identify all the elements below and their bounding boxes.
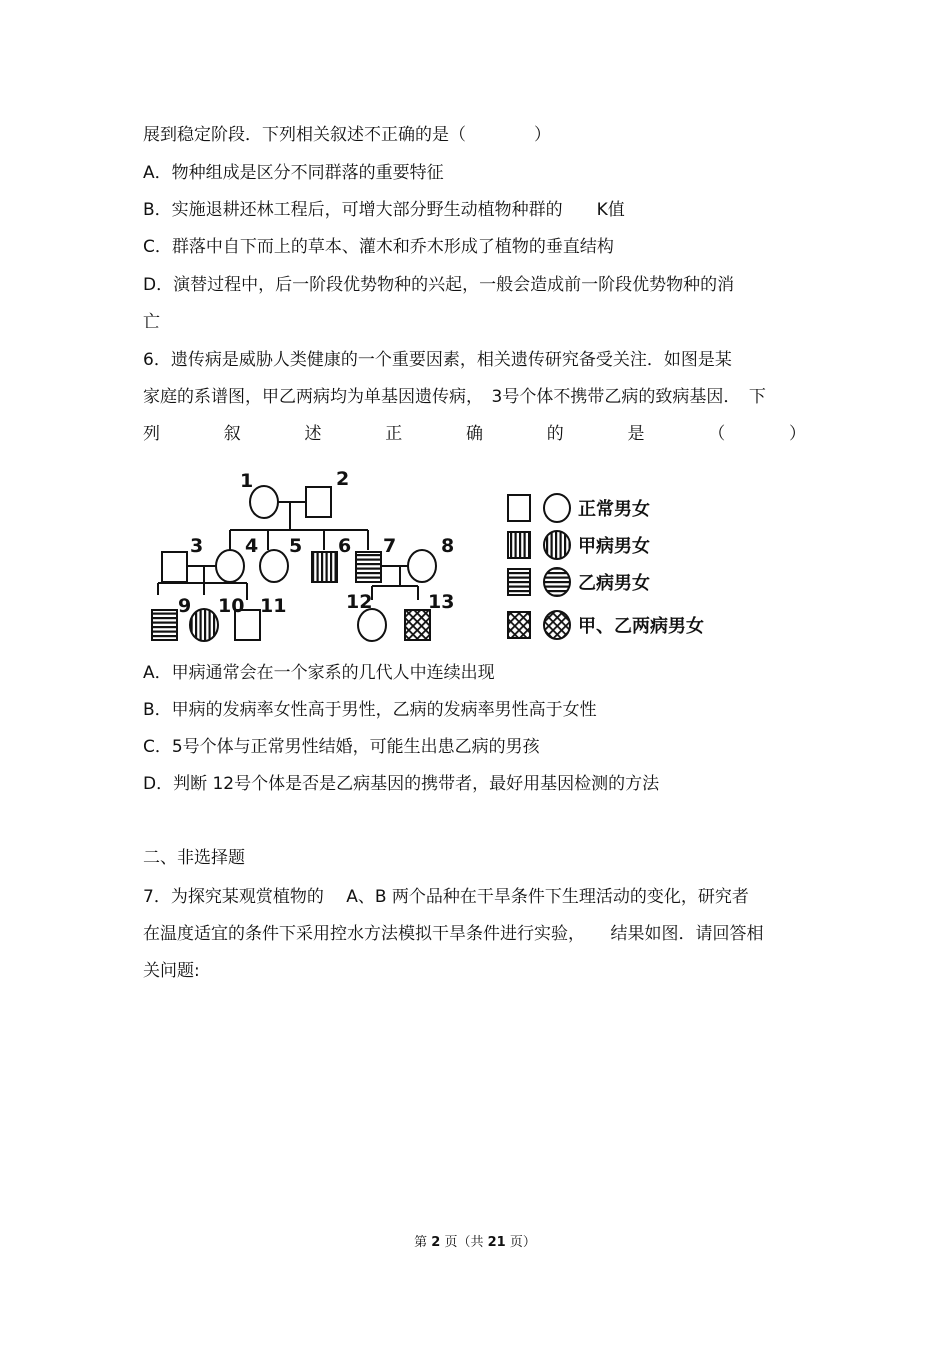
q7-line3: 关问题: — [143, 961, 200, 981]
legend-disease-b-male — [508, 569, 530, 595]
q6-stem-char: 确 — [466, 424, 483, 444]
label-3: 3 — [190, 535, 204, 557]
legend-normal-male — [508, 495, 530, 521]
page-footer — [0, 1231, 950, 1250]
q5-option-d-cont: 亡 — [143, 312, 160, 332]
label-4: 4 — [245, 535, 259, 557]
q6-stem-line2: 家庭的系谱图，甲乙两病均为单基因遗传病， 3号个体不携带乙病的致病基因． 下 — [143, 387, 766, 407]
footer-text: 页（共 — [444, 1235, 484, 1250]
legend-both-male — [508, 612, 530, 638]
legend-disease-a-male — [508, 532, 530, 558]
individual-7 — [356, 552, 381, 582]
q7-line2: 在温度适宜的条件下采用控水方法模拟干旱条件进行实验， 结果如图．请回答相 — [143, 924, 764, 944]
legend-normal-female — [544, 494, 570, 522]
legend-disease-b-female — [544, 568, 570, 596]
legend-disease-b-label: 乙病男女 — [578, 573, 650, 594]
q7-line1: 7．为探究某观赏植物的 A、B 两个品种在干旱条件下生理活动的变化，研究者 — [143, 887, 749, 907]
q5-option-d: D．演替过程中，后一阶段优势物种的兴起，一般会造成前一阶段优势物种的消 — [143, 275, 735, 295]
label-7: 7 — [383, 535, 397, 557]
q6-stem-char: 是 — [627, 424, 645, 444]
label-8: 8 — [441, 535, 455, 557]
q6-option-a: A．甲病通常会在一个家系的几代人中连续出现 — [143, 663, 495, 683]
individual-4 — [216, 550, 244, 582]
q5-option-b: B．实施退耕还林工程后，可增大部分野生动植物种群的 K值 — [143, 200, 625, 220]
individual-12 — [358, 609, 386, 641]
individual-3 — [162, 552, 187, 582]
footer-text: 页） — [509, 1235, 536, 1250]
legend-both-label: 甲、乙两病男女 — [578, 616, 704, 637]
label-1: 1 — [240, 470, 254, 492]
q6-stem-line1: 6．遗传病是威胁人类健康的一个重要因素，相关遗传研究备受关注．如图是某 — [143, 350, 732, 370]
individual-1 — [250, 486, 278, 518]
individual-8 — [408, 550, 436, 582]
q6-option-b: B．甲病的发病率女性高于男性，乙病的发病率男性高于女性 — [143, 700, 597, 720]
label-5: 5 — [289, 535, 303, 557]
q5-option-a: A．物种组成是区分不同群落的重要特征 — [143, 163, 444, 183]
individual-2 — [306, 487, 331, 517]
label-2: 2 — [336, 468, 350, 490]
page-number: 2 — [431, 1235, 441, 1250]
legend-both-female — [544, 611, 570, 639]
footer-text: 第 — [414, 1235, 428, 1250]
label-12: 12 — [346, 591, 373, 613]
q5-option-c: C．群落中自下而上的草本、灌木和乔木形成了植物的垂直结构 — [143, 237, 614, 257]
q6-stem-char: 列 — [143, 424, 160, 444]
individual-9 — [152, 610, 177, 640]
individual-13 — [405, 610, 430, 640]
section-heading: 二、非选择题 — [143, 848, 245, 868]
label-13: 13 — [428, 591, 455, 613]
label-11: 11 — [260, 595, 287, 617]
q5-stem-tail: 展到稳定阶段．下列相关叙述不正确的是（ ） — [143, 125, 551, 145]
q6-option-d: D．判断 12号个体是否是乙病基因的携带者，最好用基因检测的方法 — [143, 774, 660, 794]
q6-stem-line3 — [143, 423, 806, 445]
q6-stem-char: 叙 — [223, 424, 241, 444]
q6-stem-char: 的 — [546, 424, 564, 444]
individual-10 — [190, 609, 218, 641]
label-6: 6 — [338, 535, 352, 557]
legend-normal-label: 正常男女 — [578, 499, 650, 520]
label-9: 9 — [178, 595, 192, 617]
q6-stem-char: ） — [789, 424, 806, 444]
page-total: 21 — [487, 1235, 506, 1250]
q6-stem-char: 述 — [304, 424, 322, 444]
q6-option-c: C．5号个体与正常男性结婚，可能生出患乙病的男孩 — [143, 737, 540, 757]
label-10: 10 — [218, 595, 245, 617]
legend-disease-a-label: 甲病男女 — [578, 536, 650, 557]
pedigree-figure — [150, 455, 730, 650]
individual-5 — [260, 550, 288, 582]
legend-disease-a-female — [544, 531, 570, 559]
individual-6 — [312, 552, 337, 582]
q6-stem-char: （ — [708, 424, 726, 444]
q6-stem-char: 正 — [385, 424, 403, 444]
